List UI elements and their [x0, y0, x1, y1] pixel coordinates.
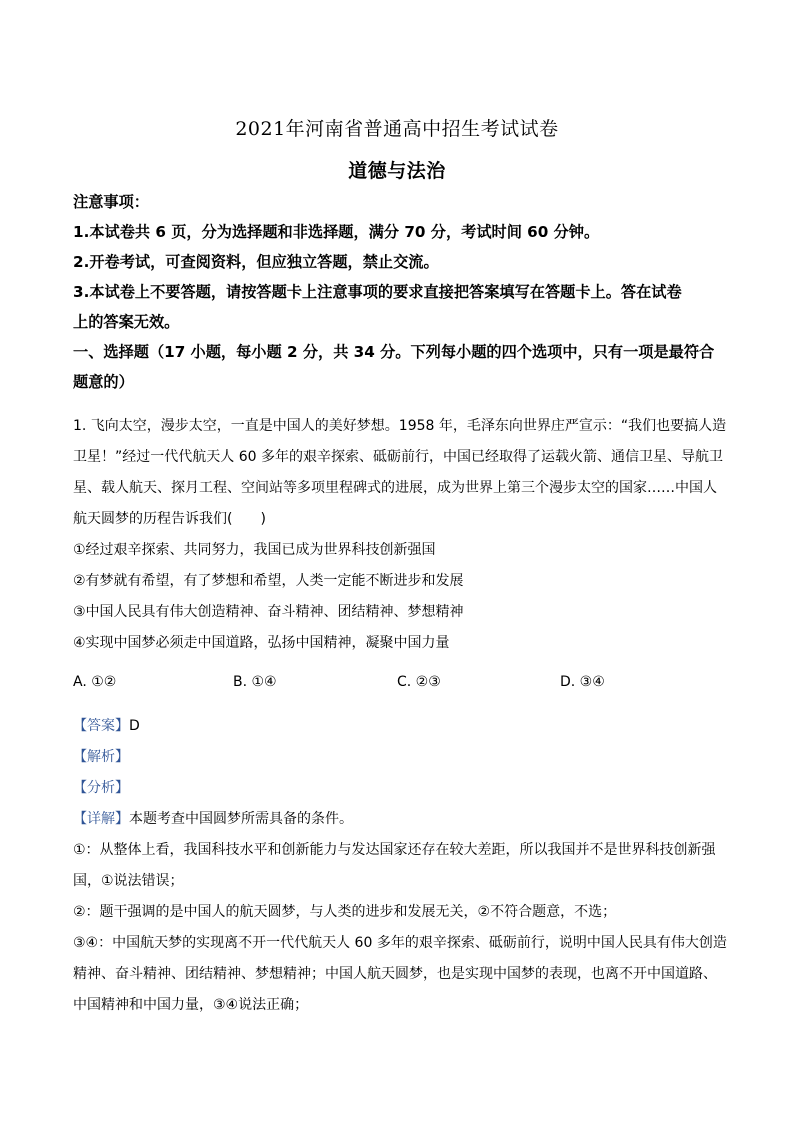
solution-section — [73, 711, 733, 1021]
section-heading-cont: 题意的） — [73, 373, 134, 391]
answer-value: D — [129, 718, 140, 734]
subject-title: 道德与法治 — [348, 160, 446, 182]
notice-item: 3.本试卷上不要答题，请按答题卡上注意事项的要求直接把答案填写在答题卡上。答在试卷 — [73, 283, 682, 301]
section-heading: 一、选择题（17 小题，每小题 2 分，共 34 分。下列每小题的四个选项中，只有一项是最符合 — [73, 343, 715, 361]
option-c: C. ②③ — [397, 674, 441, 690]
detail-label: 【详解】 — [73, 811, 129, 827]
detail-line: ①：从整体上看，我国科技水平和创新能力与发达国家还存在较大差距，所以我国并不是世界科技创新强 — [73, 842, 716, 858]
notice-heading: 注意事项： — [73, 193, 149, 211]
question-stem-line: 星、载人航天、探月工程、空间站等多项里程碑式的进展，成为世界上第三个漫步太空的国家……中国人 — [73, 480, 717, 496]
statement-4: ④实现中国梦必须走中国道路，弘扬中国精神，凝聚中国力量 — [73, 635, 450, 651]
detail-line: ③④：中国航天梦的实现离不开一代代航天人 60 多年的艰辛探索、砥砺前行，说明中国人民具有伟大创造 — [73, 935, 727, 951]
analysis-label: 【解析】 — [73, 749, 129, 765]
answer-line — [73, 711, 733, 742]
detail-line: 精神、奋斗精神、团结精神、梦想精神；中国人航天圆梦，也是实现中国梦的表现，也离不开中国道路、 — [73, 966, 717, 982]
breakdown-label: 【分析】 — [73, 780, 129, 796]
question-stem-line: 航天圆梦的历程告诉我们( ) — [73, 511, 266, 527]
question-stem-line: 卫星！”经过一代代航天人 60 多年的艰辛探索、砥砺前行，中国已经取得了运载火箭、通信卫星、导航卫 — [73, 449, 723, 465]
statement-2: ②有梦就有希望，有了梦想和希望，人类一定能不断进步和发展 — [73, 573, 464, 589]
statement-3: ③中国人民具有伟大创造精神、奋斗精神、团结精神、梦想精神 — [73, 604, 464, 620]
answer-label: 【答案】 — [73, 718, 129, 734]
question-1 — [73, 411, 733, 659]
detail-intro-line — [73, 804, 733, 835]
option-b: B. ①④ — [233, 674, 277, 690]
answer-options — [73, 674, 733, 698]
exam-title: 2021年河南省普通高中招生考试试卷 — [235, 118, 559, 140]
detail-line: ②：题干强调的是中国人的航天圆梦，与人类的进步和发展无关，②不符合题意，不选； — [73, 904, 617, 920]
notice-item: 1.本试卷共 6 页，分为选择题和非选择题，满分 70 分，考试时间 60 分钟。 — [73, 223, 600, 241]
detail-intro: 本题考查中国圆梦所需具备的条件。 — [129, 811, 353, 827]
option-d: D. ③④ — [560, 674, 605, 690]
question-stem-line: 1. 飞向太空，漫步太空，一直是中国人的美好梦想。1958 年，毛泽东向世界庄严宣示：“我们也要搞人造 — [73, 418, 727, 434]
detail-line: 中国精神和中国力量，③④说法正确； — [73, 997, 309, 1013]
detail-line: 国，①说法错误； — [73, 873, 184, 889]
option-a: A. ①② — [73, 674, 117, 690]
notice-item: 上的答案无效。 — [73, 313, 180, 331]
notice-section — [73, 187, 733, 397]
statement-1: ①经过艰辛探索、共同努力，我国已成为世界科技创新强国 — [73, 542, 436, 558]
notice-item: 2.开卷考试，可查阅资料，但应独立答题，禁止交流。 — [73, 253, 439, 271]
